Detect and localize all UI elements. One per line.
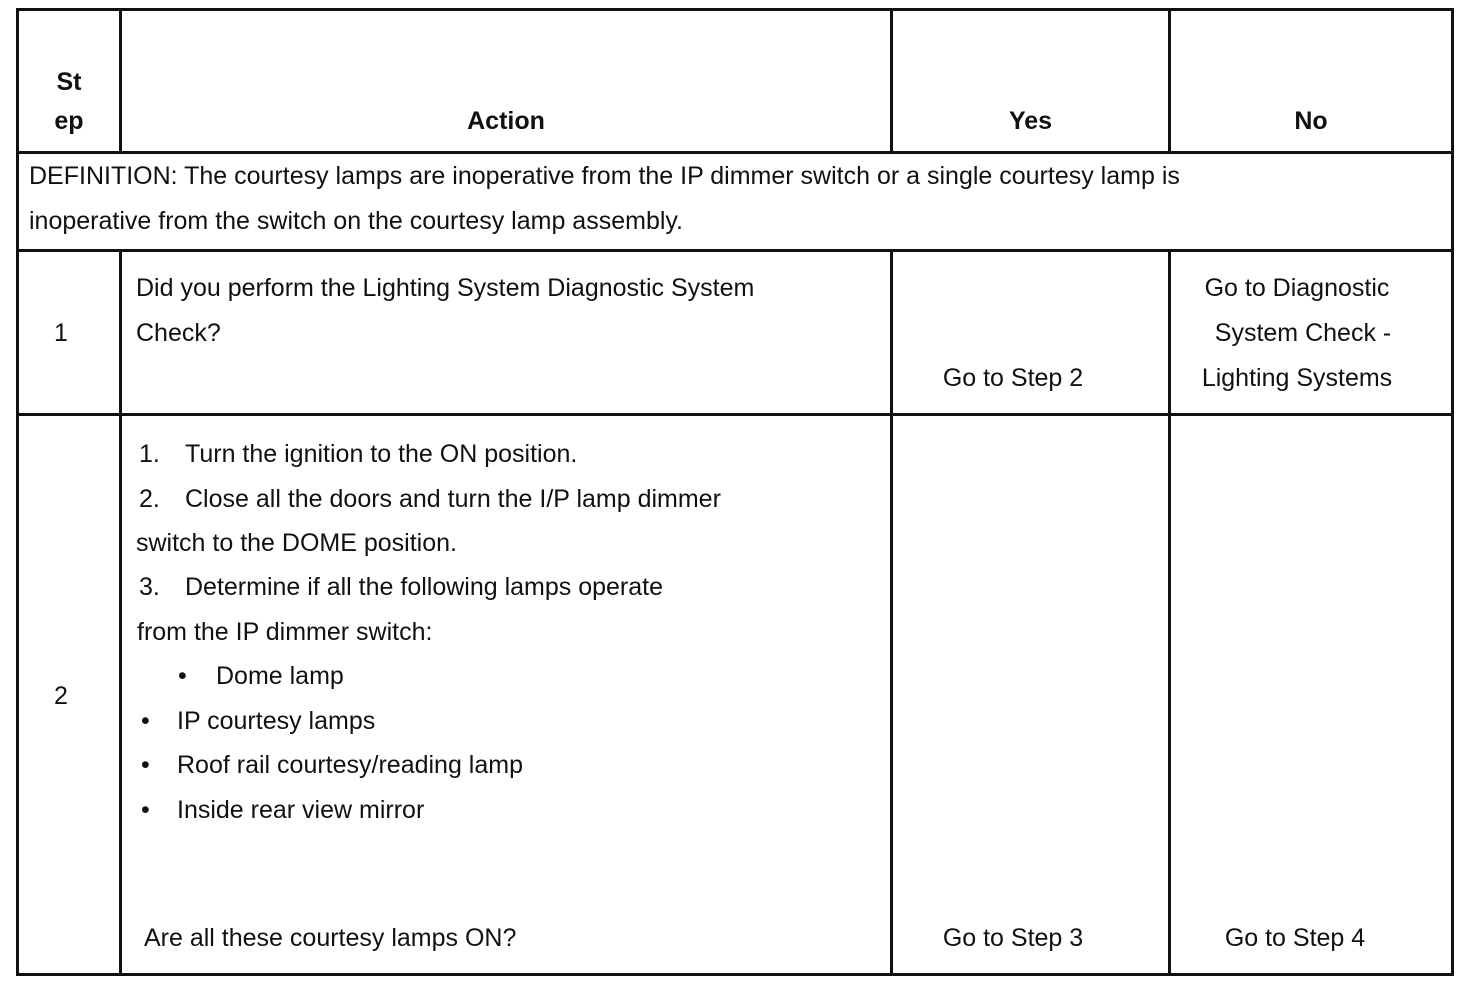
row2-instruction-number: 1. <box>139 440 160 468</box>
header-step-line2: ep <box>54 107 84 135</box>
row2-step-number: 2 <box>54 682 68 710</box>
row2-instruction-text: Turn the ignition to the ON position. <box>185 440 578 468</box>
bullet-icon: • <box>141 751 150 779</box>
row2-yes-link[interactable]: Go to Step 3 <box>942 924 1084 952</box>
table-border-left <box>16 8 19 976</box>
header-step-line1: St <box>56 68 82 96</box>
row1-no-line-2[interactable]: System Check - <box>1214 319 1392 347</box>
row1-no-line-1[interactable]: Go to Diagnostic <box>1204 274 1390 302</box>
row1-divider <box>16 413 1454 416</box>
row1-action-line-1: Did you perform the Lighting System Diagnostic System <box>136 274 755 302</box>
row1-step-number: 1 <box>54 319 68 347</box>
header-yes: Yes <box>1008 107 1053 135</box>
row2-question: Are all these courtesy lamps ON? <box>144 924 517 952</box>
table-border-top <box>16 8 1454 11</box>
bullet-icon: • <box>141 796 150 824</box>
col-divider-action-body <box>890 249 893 976</box>
header-action: Action <box>467 107 545 135</box>
row1-no-line-3[interactable]: Lighting Systems <box>1201 364 1393 392</box>
col-divider-step-body <box>119 249 122 976</box>
header-divider <box>16 151 1454 154</box>
row2-instruction-number: 2. <box>139 485 160 513</box>
row2-instruction-text: switch to the DOME position. <box>136 529 457 557</box>
row2-bullet-text: Roof rail courtesy/reading lamp <box>177 751 523 779</box>
table-border-bottom <box>16 973 1454 976</box>
row2-bullet-text: Dome lamp <box>216 662 344 690</box>
row2-bullet-text: IP courtesy lamps <box>177 707 376 735</box>
definition-line-2: inoperative from the switch on the courtesy lamp assembly. <box>29 207 683 235</box>
row2-instruction-number: 3. <box>139 573 160 601</box>
definition-divider <box>16 249 1454 252</box>
bullet-icon: • <box>178 662 187 690</box>
row1-action-line-2: Check? <box>136 319 221 347</box>
bullet-icon: • <box>141 707 150 735</box>
diagnostic-table <box>16 8 1454 976</box>
table-border-right <box>1451 8 1454 976</box>
row2-instruction-text: Close all the doors and turn the I/P lamp dimmer <box>185 485 721 513</box>
col-divider-yes-body <box>1168 249 1171 976</box>
row2-no-link[interactable]: Go to Step 4 <box>1224 924 1366 952</box>
header-no: No <box>1294 107 1328 135</box>
row2-instruction-text: from the IP dimmer switch: <box>137 618 433 646</box>
row2-instruction-text: Determine if all the following lamps operate <box>185 573 664 601</box>
row1-yes-link[interactable]: Go to Step 2 <box>942 364 1084 392</box>
definition-line-1: DEFINITION: The courtesy lamps are inoperative from the IP dimmer switch or a single courtesy lamp is <box>29 162 1180 190</box>
row2-bullet-text: Inside rear view mirror <box>177 796 425 824</box>
